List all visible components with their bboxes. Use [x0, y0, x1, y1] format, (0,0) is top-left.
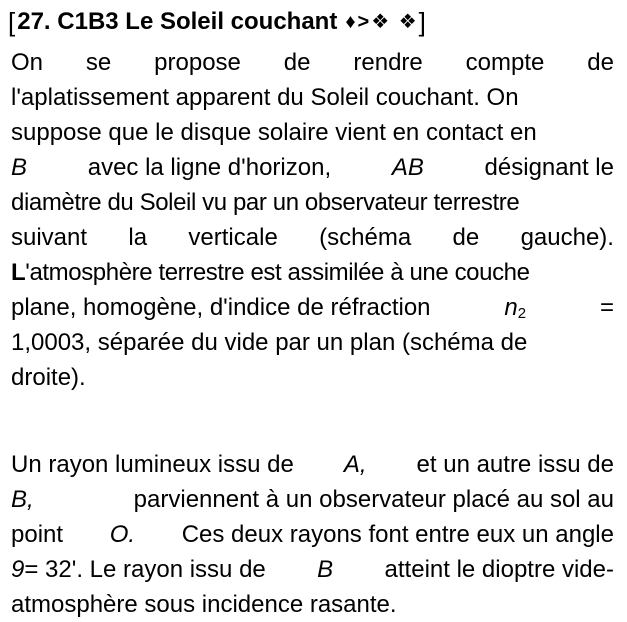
header-bracket-close: ] — [418, 7, 426, 37]
text-line: diamètre du Soleil vu par un observateur terrestre — [11, 189, 520, 216]
text-line: 9= 32'. Le rayon issu de B atteint le dioptre vide- — [11, 556, 614, 583]
text-line: B, parviennent à un observateur placé au sol au — [11, 486, 614, 513]
text-line: L'atmosphère terrestre est assimilée à une couche — [11, 259, 530, 286]
paragraph-intro — [11, 45, 614, 395]
text-line: l'aplatissement apparent du Soleil couchant. On — [11, 84, 519, 111]
text-line: plane, homogène, d'indice de réfraction $n_2$ = — [11, 294, 614, 322]
exercise-title: 27. C1B3 Le Soleil couchant — [17, 8, 338, 35]
text-line: On se propose de rendre compte de — [11, 49, 614, 76]
text-line: Un rayon lumineux issu de A, et un autre issu de — [11, 451, 614, 478]
paragraph-rays — [11, 447, 614, 622]
difficulty-symbols: ♦>❖ ❖ — [345, 11, 419, 33]
text-line: B avec la ligne d'horizon, AB désignant le — [11, 154, 614, 181]
text-line: suivant la verticale (schéma de gauche). — [11, 224, 614, 251]
text-line: atmosphère sous incidence rasante. — [11, 591, 397, 618]
text-line: point O. Ces deux rayons font entre eux un angle — [11, 521, 614, 548]
text-line: droite). — [11, 364, 86, 391]
exercise-header — [8, 6, 426, 38]
header-bracket-open: [ — [8, 7, 16, 37]
text-line: suppose que le disque solaire vient en contact en — [11, 119, 537, 146]
text-line: 1,0003, séparée du vide par un plan (schéma de — [11, 329, 528, 356]
